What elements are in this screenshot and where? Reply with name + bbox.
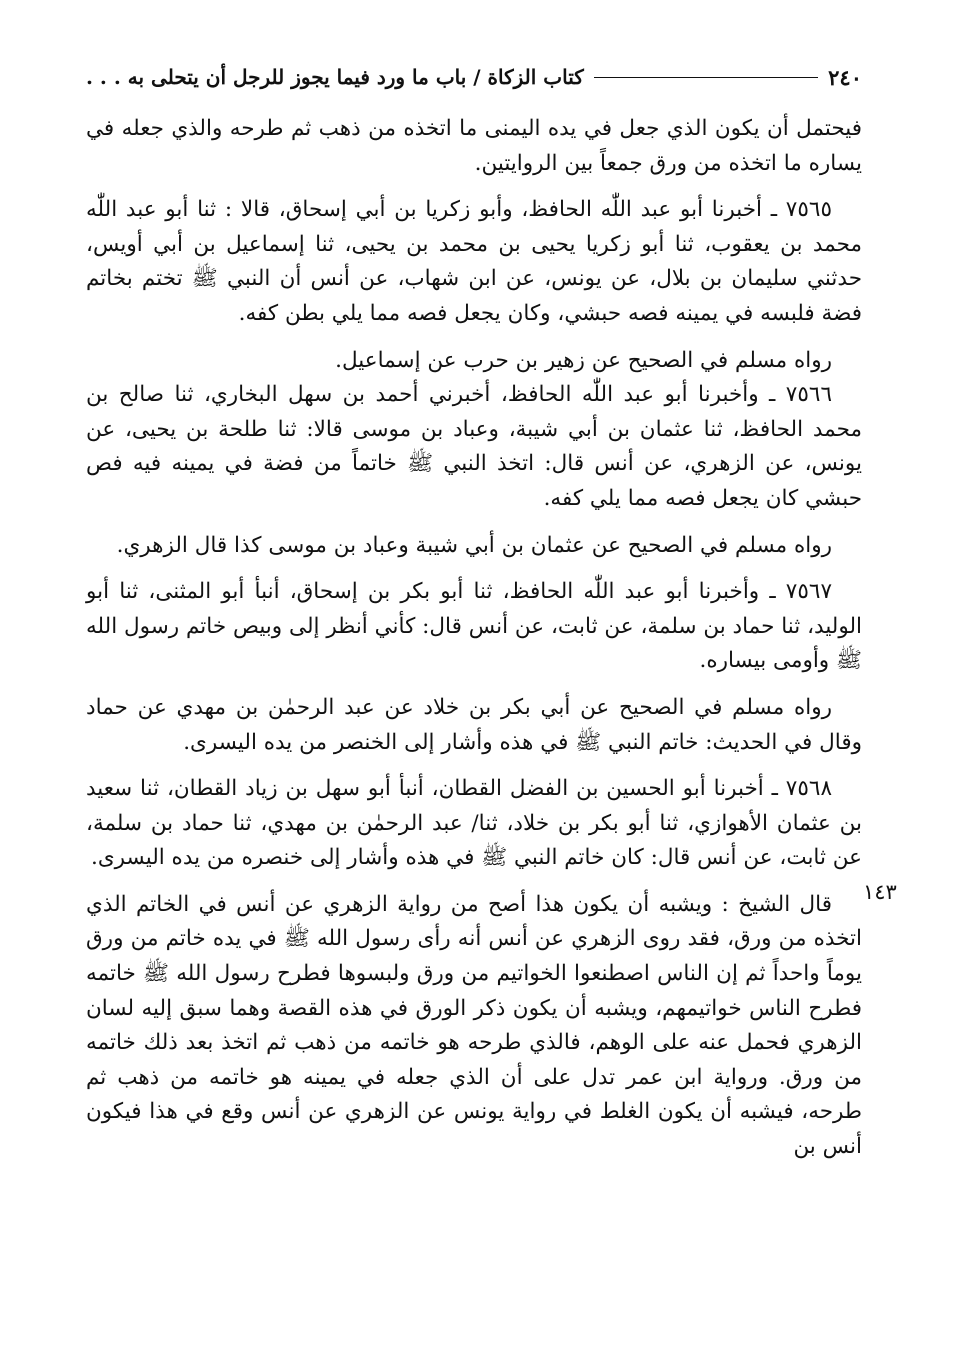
margin-folio-number: ١٤٣ xyxy=(863,880,897,904)
sheikh-commentary: قال الشيخ : ويشبه أن يكون هذا أصح من رواية الزهري عن أنس في الخاتم الذي اتخذه من ورق، فقد روى الزهري عن أنس أنه رأى رسول الله ﷺ في يده خاتم من ورق يوماً واحداً ثم إن الناس اصطنعوا الخواتيم من ورق ولبسوها فطرح رسول الله ﷺ خاتمه فطرح الناس خواتيمهم، ويشبه أن يكون ذكر الورق في هذه القصة وهما سبق إليه لسان الزهري فحمل عنه على الوهم، فالذي طرحه هو خاتمه من ذهب ثم اتخذ بعد ذلك خاتمه من ورق. ورواية ابن عمر تدل على أن الذي جعله في يمينه هو خاتمه من ذهب ثم طرحه، فيشبه أن يكون الغلط في رواية يونس عن الزهري عن أنس وقع في هذا فيكون أنس بن xyxy=(86,891,862,1160)
hadith-7566: ٧٥٦٦ ـ وأخبرنا أبو عبد اللّٰه الحافظ، أخبرني أحمد بن سهل البخاري، ثنا صالح بن محمد الحافظ، ثنا عثمان بن أبي شيبة، وعباد بن موسى قالا: ثنا طلحة بن يحيى، عن يونس، عن الزهري، عن أنس قال: اتخذ النبي ﷺ خاتماً من فضة في يمينه فيه فص حبشي كان يجعل فصه مما يلي كفه. xyxy=(86,382,862,511)
body-text xyxy=(86,112,862,1165)
paragraph-intro: فيحتمل أن يكون الذي جعل في يده اليمنى ما اتخذه من ذهب ثم طرحه والذي جعله في يساره ما اتخذه من ورق جمعاً بين الروايتين. xyxy=(86,116,862,176)
narration-note: رواه مسلم في الصحيح عن زهير بن حرب عن إسماعيل. xyxy=(335,347,832,373)
hadith-7568: ٧٥٦٨ ـ أخبرنا أبو الحسين بن الفضل القطان، أنبأ أبو سهل بن زياد القطان، ثنا سعيد بن عثمان الأهوازي، ثنا أبو بكر بن خلاد، ثنا/ عبد الرحمٰن بن مهدي، ثنا حماد بن سلمة، عن ثابت، عن أنس قال: كان خاتم النبي ﷺ في هذه وأشار إلى خنصره من يده اليسرى. xyxy=(86,776,862,871)
header-rule xyxy=(594,77,818,78)
hadith-7565: ٧٥٦٥ ـ أخبرنا أبو عبد اللّٰه الحافظ، وأبو زكريا بن أبي إسحاق، قالا : ثنا أبو عبد اللّٰه محمد بن يعقوب، ثنا أبو زكريا يحيى بن محمد بن يحيى، ثنا إسماعيل بن أبي أويس، حدثني سليمان بن بلال، عن يونس، عن ابن شهاب، عن أنس أن النبي ﷺ تختم بخاتم فضة فلبسه في يمينه فصه حبشي، وكان يجعل فصه مما يلي بطن كفه. xyxy=(86,197,862,326)
hadith-7567: ٧٥٦٧ ـ وأخبرنا أبو عبد اللّٰه الحافظ، ثنا أبو بكر بن إسحاق، أنبأ أبو المثنى، ثنا أبو الوليد، ثنا حماد بن سلمة، عن ثابت، عن أنس قال: كأني أنظر إلى وبيص خاتم رسول الله ﷺ وأومى بيساره. xyxy=(86,579,862,674)
running-header xyxy=(86,60,862,94)
page-number: ٢٤٠ xyxy=(828,64,862,90)
narration-note: رواه مسلم في الصحيح عن عثمان بن أبي شيبة وعباد بن موسى كذا قال الزهري. xyxy=(116,532,832,558)
chapter-title: كتاب الزكاة / باب ما ورد فيما يجوز للرجل أن يتحلى به . . . xyxy=(86,65,584,89)
narration-note: رواه مسلم في الصحيح عن أبي بكر بن خلاد عن عبد الرحمٰن بن مهدي عن حماد وقال في الحديث: خاتم النبي ﷺ في هذه وأشار إلى الخنصر من يده اليسرى. xyxy=(86,694,862,755)
